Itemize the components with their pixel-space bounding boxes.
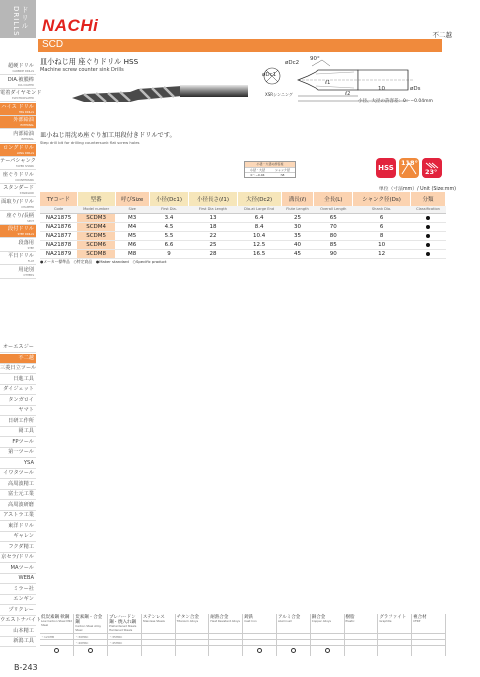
sidebar-brand[interactable] <box>0 354 36 364</box>
sidebar-brand[interactable] <box>0 627 36 637</box>
maker-standard-icon <box>426 234 430 238</box>
table-cell: SCDM8 <box>77 250 115 259</box>
dc1-label: øDc1 <box>262 72 277 78</box>
column-header-en: Flute Length <box>281 206 314 214</box>
sidebar-item-sublabel: HSS DRILLS <box>18 110 34 114</box>
sidebar-brand[interactable] <box>0 438 36 448</box>
table-cell: 6.6 <box>149 241 189 250</box>
table-cell: 45 <box>281 250 314 259</box>
column-header: 全長(L) <box>314 192 353 206</box>
sidebar-item-sublabel: CHAMFER <box>21 206 34 209</box>
sidebar-item-sublabel: OTHERS <box>23 274 34 277</box>
length-10-label: 10 <box>378 86 385 92</box>
sidebar-brand[interactable] <box>0 543 36 553</box>
feature-description-en: Step drill bit for drilling countersunk flat screw holes <box>40 140 140 145</box>
sidebar-brand-label: 新潟工具 <box>13 638 34 644</box>
table-cell: M4 <box>115 223 149 232</box>
legend: ●メーカー標準品 ○特定商品 ●Maker standard ○Specific product <box>40 259 167 264</box>
sidebar-item[interactable] <box>0 252 36 265</box>
sidebar-item[interactable] <box>0 239 36 252</box>
material-name: 鋳鉄 <box>244 615 254 620</box>
table-row <box>40 214 446 223</box>
material-suitability <box>141 646 175 656</box>
material-hardness-2: 〜45HRC <box>108 640 142 646</box>
material-name-en: Heat Resistant Alloys <box>210 619 241 623</box>
sidebar-item-sublabel: SPOT <box>27 219 34 223</box>
sidebar-item[interactable] <box>0 89 42 102</box>
manufacturer-label: 不二越 <box>432 31 452 39</box>
material-name-en: Carbon Steel Alloy Steel <box>75 624 102 632</box>
tolerance-box-header: 小径・大径の許容差 <box>245 162 295 167</box>
sidebar-item[interactable] <box>0 198 36 211</box>
table-cell: 16.5 <box>237 250 281 259</box>
sidebar-item-label: 内部給油 <box>13 131 34 137</box>
material-name: アルミ合金 <box>277 615 301 620</box>
material-suitability <box>40 646 74 656</box>
column-header: シャンク径(Ds) <box>353 192 411 206</box>
material-name: 耐熱合金 <box>210 615 229 620</box>
sidebar-item-label: 座ぐり/長柄 <box>6 212 34 219</box>
maker-standard-icon <box>426 216 430 220</box>
table-cell: 18 <box>189 223 237 232</box>
material-header <box>412 614 446 634</box>
table-cell: SCDM4 <box>77 223 115 232</box>
table-row <box>40 232 446 241</box>
sidebar-brand[interactable] <box>0 448 36 458</box>
maker-standard-icon <box>426 243 430 247</box>
sidebar-item[interactable] <box>0 184 36 197</box>
sidebar-brand[interactable] <box>0 553 36 563</box>
column-header: 大径(Dc2) <box>237 192 281 206</box>
sidebar-item-label: 用途別 <box>18 267 34 273</box>
maker-standard-icon <box>426 252 430 256</box>
l2-label: ℓ2 <box>345 91 351 97</box>
sidebar-item[interactable] <box>0 103 36 116</box>
table-cell: 30 <box>281 223 314 232</box>
product-title-jp: 皿小ねじ用 座ぐりドリル HSS <box>40 57 139 66</box>
material-hardness-2: 〜40HRC <box>74 640 108 646</box>
sidebar-brand-label: YSA <box>23 459 34 466</box>
sidebar-item[interactable] <box>0 130 36 143</box>
sidebar-item[interactable] <box>0 157 36 170</box>
series-title: SCD <box>42 39 64 50</box>
classification-cell <box>411 214 446 223</box>
column-header: 型番 <box>77 192 115 206</box>
brand-logo: NACHi <box>42 16 99 35</box>
table-cell: 4.5 <box>149 223 189 232</box>
sidebar-item-label: テーパシャンク <box>0 158 36 165</box>
angle-label: 90° <box>310 56 320 62</box>
material-suitability <box>378 646 412 656</box>
table-cell: 5.5 <box>149 232 189 241</box>
suitable-circle-icon <box>291 648 296 653</box>
column-header: 溝長(ℓ) <box>281 192 314 206</box>
table-cell: 90 <box>314 250 353 259</box>
material-suitability <box>344 646 378 656</box>
table-cell: 40 <box>281 241 314 250</box>
sidebar-brand-label: 京セラ/ドリル <box>1 554 34 560</box>
table-cell: 85 <box>314 241 353 250</box>
column-header-en: Shank Dia. <box>353 206 411 214</box>
column-header: 小径長さ(ℓ1) <box>189 192 237 206</box>
sidebar-brand[interactable] <box>0 595 36 605</box>
material-suitability <box>209 646 243 656</box>
sidebar-item-label: 外部給油 <box>13 117 34 124</box>
column-header: 呼びSize <box>115 192 149 206</box>
sidebar-item[interactable] <box>0 76 36 89</box>
material-suitability <box>276 646 310 656</box>
material-hardness: 〜35HRC <box>108 634 142 640</box>
material-name: 銅合金 <box>311 615 326 620</box>
sidebar-brand-label: 第一ツール <box>8 449 34 455</box>
classification-cell <box>411 232 446 241</box>
table-cell: 65 <box>314 214 353 223</box>
sidebar-brand-label: 高周波精工 <box>8 480 34 487</box>
material-header <box>209 614 243 634</box>
sidebar <box>0 0 42 677</box>
sidebar-brand-label: アストラ工業 <box>3 512 34 518</box>
sidebar-brand-label: ギャレン <box>13 533 34 539</box>
tolerance-cell: 小径・大径 <box>249 168 265 172</box>
material-header <box>378 614 412 634</box>
column-header-en: Classification <box>411 206 446 214</box>
sidebar-brand[interactable] <box>0 417 36 427</box>
material-hardness: 〜120HB <box>40 634 74 640</box>
dc2-label: øDc2 <box>285 60 300 66</box>
sidebar-item-label: DIA.被膜棒 <box>7 76 34 83</box>
sidebar-item-label: ロングドリル <box>2 144 34 151</box>
column-header: 分類 <box>411 192 446 206</box>
sidebar-brand[interactable] <box>0 585 36 595</box>
spec-table <box>40 192 446 259</box>
table-cell: 80 <box>314 232 353 241</box>
product-title-en: Machine screw counter sink Drills <box>40 67 124 73</box>
point-angle-label: 118° <box>401 159 418 167</box>
sidebar-brand[interactable] <box>0 469 36 479</box>
table-cell: 70 <box>314 223 353 232</box>
table-cell: M8 <box>115 250 149 259</box>
sidebar-item[interactable] <box>0 144 36 157</box>
sidebar-brand-label: 岡工具 <box>18 428 34 434</box>
table-cell: NA21878 <box>40 241 77 250</box>
thinning-note: XSRシンニング <box>265 92 293 97</box>
sidebar-brand-label: ダイジェット <box>3 386 34 392</box>
sidebar-brand[interactable] <box>0 385 36 395</box>
ds-label: øDs <box>410 86 421 92</box>
table-cell: 9 <box>149 250 189 259</box>
material-name-en: Plastic <box>345 619 355 623</box>
table-cell: 6 <box>353 214 411 223</box>
sidebar-item-label: スタンダード <box>3 185 34 192</box>
material-suitability <box>175 646 209 656</box>
classification-cell <box>411 223 446 232</box>
sidebar-brand-label: ヤマト <box>18 407 34 413</box>
material-name: 樹脂 <box>345 615 355 620</box>
sidebar-brand-label: タンガロイ <box>8 396 34 403</box>
material-hardness: 〜30HRC <box>74 634 108 640</box>
material-suitability <box>74 646 108 656</box>
sidebar-brand-label: ウエストナバイト <box>0 617 42 623</box>
sidebar-brand-label: イワタツール <box>3 470 34 476</box>
table-cell: 12.5 <box>237 241 281 250</box>
table-cell: 10 <box>353 241 411 250</box>
material-name-en: CFRP <box>413 619 421 623</box>
sidebar-item[interactable] <box>0 212 36 225</box>
sidebar-item-sublabel: STEP DRILLS <box>17 233 34 237</box>
table-cell: 10.4 <box>237 232 281 241</box>
material-header <box>344 614 378 634</box>
material-name: ステンレス <box>142 615 165 620</box>
table-cell: 25 <box>189 241 237 250</box>
table-cell: NA21876 <box>40 223 77 232</box>
material-header <box>40 614 74 634</box>
material-name: チタン合金 <box>176 615 199 620</box>
page-number: B-243 <box>14 663 38 672</box>
sidebar-brand[interactable] <box>0 564 36 574</box>
sidebar-brand-label: 日研工作所 <box>8 417 34 424</box>
sidebar-item[interactable] <box>0 225 36 238</box>
column-header-en: Code <box>40 206 77 214</box>
sidebar-item[interactable] <box>0 116 36 129</box>
sidebar-item-sublabel: INTERNAL <box>21 138 34 141</box>
sidebar-brand[interactable] <box>0 480 36 490</box>
table-cell: 6.4 <box>237 214 281 223</box>
sidebar-brand[interactable] <box>0 343 36 353</box>
table-cell: M6 <box>115 241 149 250</box>
sidebar-item-sublabel: CARBIDE DRILLS <box>12 70 34 73</box>
sidebar-item-sublabel: ELECTROPLATED <box>12 97 34 101</box>
column-header: TYコード <box>40 192 77 206</box>
sidebar-item-sublabel: STEP <box>27 246 34 250</box>
table-cell: 25 <box>281 214 314 223</box>
material-suitability <box>310 646 344 656</box>
classification-cell <box>411 241 446 250</box>
hss-badge: HSS <box>376 158 396 178</box>
sidebar-item-sublabel: STANDARD <box>19 192 34 196</box>
material-name-en: Titanium Alloys <box>176 619 199 623</box>
table-cell: M3 <box>115 214 149 223</box>
series-title-bar <box>38 39 442 52</box>
feature-description-jp: 皿小ねじ用沈め座ぐり加工用段付きドリルです。 <box>40 132 176 139</box>
table-cell: SCDM6 <box>77 241 115 250</box>
sidebar-brand-label: 山本精工 <box>13 627 34 634</box>
classification-cell <box>411 250 446 259</box>
sidebar-brand-label: エンギン <box>13 596 34 602</box>
table-cell: 8 <box>353 232 411 241</box>
table-row <box>40 241 446 250</box>
column-header-en: Dia.at Large End <box>237 206 281 214</box>
sidebar-item[interactable] <box>0 62 36 75</box>
material-name-en: Copper Alloys <box>311 619 332 623</box>
sidebar-brand[interactable] <box>0 522 36 532</box>
sidebar-brand-label: ミラー社 <box>13 585 34 592</box>
sidebar-item-sublabel: FLAT <box>27 260 34 264</box>
sidebar-brand[interactable] <box>0 375 36 385</box>
sidebar-item-label: 面取り/ドリル <box>1 199 34 205</box>
drill-illustration <box>70 72 250 112</box>
sidebar-brand[interactable] <box>0 406 36 416</box>
sidebar-brand[interactable] <box>0 427 36 437</box>
sidebar-item-label: 平日ドリル <box>8 253 34 260</box>
table-cell: M5 <box>115 232 149 241</box>
sidebar-brand-label: オーエスジー <box>2 344 34 350</box>
sidebar-drills-tab[interactable] <box>0 0 36 38</box>
sidebar-brand-label: FPツール <box>12 438 34 445</box>
column-header-en: Size <box>115 206 149 214</box>
sidebar-item-label: 段落用 <box>18 239 34 246</box>
table-cell: NA21879 <box>40 250 77 259</box>
sidebar-brand-label: 東洋ドリル <box>8 522 34 529</box>
sidebar-brand-label: WEBA <box>18 575 34 581</box>
material-name: 炭素鋼・合金鋼 <box>75 615 103 625</box>
sidebar-brand[interactable] <box>0 501 36 511</box>
sidebar-item-label: 電着ダイヤモンド <box>0 90 42 97</box>
column-header-en: Overall Length <box>314 206 353 214</box>
sidebar-brand[interactable] <box>0 637 36 647</box>
sidebar-drills-tab-label: ドリル DRILLS <box>12 6 29 37</box>
sidebar-brand[interactable] <box>0 574 36 584</box>
sidebar-brand-label: 富士元工業 <box>8 491 34 497</box>
sidebar-brand[interactable] <box>0 364 36 374</box>
suitable-circle-icon <box>54 648 59 653</box>
table-cell: 13 <box>189 214 237 223</box>
tolerance-cell: h8 <box>280 173 285 177</box>
suitable-circle-icon <box>325 648 330 653</box>
material-name: グラファイト <box>379 615 407 620</box>
sidebar-brand[interactable] <box>0 532 36 542</box>
table-cell: NA21877 <box>40 232 77 241</box>
sidebar-brand-label: 日進工具 <box>13 375 34 382</box>
sidebar-brand[interactable] <box>0 396 36 406</box>
sidebar-brand-label: 三菱日立ツール <box>0 365 37 371</box>
sidebar-item-label: 段付ドリル <box>8 226 34 233</box>
table-cell: 35 <box>281 232 314 241</box>
table-cell: 12 <box>353 250 411 259</box>
sidebar-brand[interactable] <box>0 511 36 521</box>
sidebar-item-sublabel: LONG DRILLS <box>16 151 34 155</box>
table-row <box>40 250 446 259</box>
l1-label: ℓ1 <box>325 80 331 86</box>
sidebar-brand[interactable] <box>0 606 36 616</box>
sidebar-brand[interactable] <box>0 459 36 469</box>
sidebar-item-label: 超硬ドリル <box>8 63 34 69</box>
suitable-circle-icon <box>257 648 262 653</box>
material-name: 複合材 <box>413 615 427 620</box>
column-header-en: First Dia. <box>149 206 189 214</box>
material-suitability <box>412 646 446 656</box>
sidebar-brand-label: プリクレー <box>8 606 34 613</box>
sidebar-item-label: ハイス ドリル <box>1 103 34 110</box>
column-header: 小径(Dc1) <box>149 192 189 206</box>
tolerance-cell: 0〜−0.04 <box>250 173 265 177</box>
sidebar-item[interactable] <box>0 171 36 184</box>
sidebar-item[interactable] <box>0 266 36 279</box>
sidebar-brand[interactable] <box>0 490 36 500</box>
sidebar-brand-label: 高周波研磨 <box>8 501 34 508</box>
table-row <box>40 223 446 232</box>
material-header <box>310 614 344 634</box>
material-suitability <box>108 646 142 656</box>
tolerance-box <box>244 161 296 178</box>
material-header <box>243 614 277 634</box>
unit-note: 単位（寸法mm）/ Unit (Size:mm) <box>378 187 456 192</box>
table-cell: 8.4 <box>237 223 281 232</box>
sidebar-brand[interactable] <box>0 616 42 626</box>
table-cell: NA21875 <box>40 214 77 223</box>
sidebar-item-sublabel: COUNTERSINK <box>15 178 34 182</box>
helix-angle-label: 23° <box>425 168 438 176</box>
sidebar-item-sublabel: EXTERNAL <box>20 124 34 128</box>
table-cell: 3.4 <box>149 214 189 223</box>
sidebar-brand-label: MAツール <box>10 564 34 571</box>
column-header-en: Model number <box>77 206 115 214</box>
tolerance-note: 小径、大径の許容差：0〜−0.04mm <box>358 99 433 104</box>
material-header <box>276 614 310 634</box>
sidebar-brand-label: フクダ精工 <box>8 543 34 550</box>
material-name: プレハードン鋼・焼入れ鋼 <box>109 615 137 625</box>
materials-table <box>40 614 446 656</box>
sidebar-item-sublabel: DIA COATED <box>18 83 34 87</box>
material-name-en: Aluminum <box>277 619 293 623</box>
suitable-circle-icon <box>88 648 93 653</box>
material-name-en: Low Carbon Steel Mild Steel <box>41 619 73 627</box>
table-cell: SCDM3 <box>77 214 115 223</box>
material-name-en: Prehardened Steels Hardened Steels <box>109 624 137 632</box>
sidebar-item-sublabel: TAPER SHANK <box>16 165 34 169</box>
material-header <box>175 614 209 634</box>
table-cell: 22 <box>189 232 237 241</box>
maker-standard-icon <box>426 225 430 229</box>
table-cell: SCDM5 <box>77 232 115 241</box>
material-header <box>74 614 108 634</box>
sidebar-item-label: 座ぐりドリル <box>2 171 34 178</box>
tolerance-cell: シャンク径 <box>275 168 290 172</box>
material-name-en: Cast Iron <box>244 619 257 623</box>
table-cell: 28 <box>189 250 237 259</box>
material-name-en: Stainless Steels <box>142 619 165 623</box>
material-header <box>141 614 175 634</box>
sidebar-brand-label: 不二越 <box>18 354 34 361</box>
material-suitability <box>243 646 277 656</box>
column-header-en: First Dia Length <box>189 206 237 214</box>
table-cell: 6 <box>353 223 411 232</box>
material-name-en: Graphite <box>379 619 392 623</box>
material-name: 低炭素鋼 軟鋼 <box>41 615 70 620</box>
material-header <box>108 614 142 634</box>
